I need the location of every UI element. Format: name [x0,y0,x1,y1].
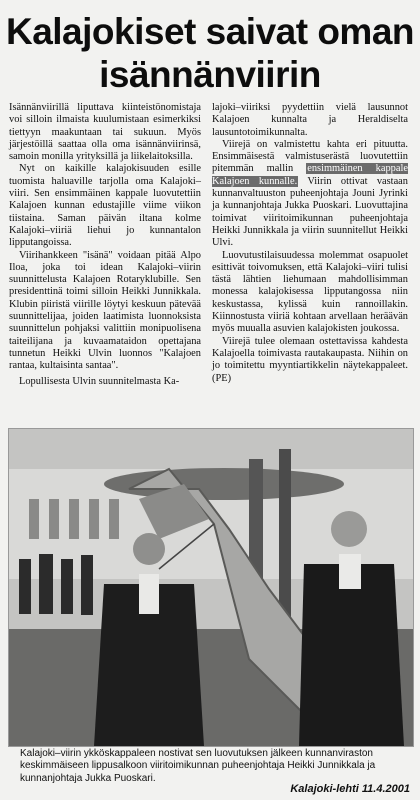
photo-illustration [9,429,413,746]
left-paragraph-1: Isännänviirillä liputtava kiinteistönomistaja voi silloin ilmaista kuulumistaan esimerkiksi tiettyyn maakuntaan tai sukuun. Myös järjestöillä saattaa olla oma isännänviirinsä, samoin monilla yrityksillä ja liikelaitoksilla. [9,102,201,163]
right-paragraph-1: lajoki–viiriksi pyydettiin vielä lausunnot Kalajoen kunnalta ja Heraldiselta lausuntotoimikunnalta. [212,102,408,138]
headline-line-1: Kalajokiset saivat oman [5,11,415,52]
article-photo [8,428,414,747]
headline-line-2: isännänviirin [99,54,321,95]
publication-source: Kalajoki-lehti 11.4.2001 [290,783,410,795]
left-paragraph-4: Lopullisesta Ulvin suunnitelmasta Ka- [19,375,180,387]
right-paragraph-2 [212,139,408,250]
left-paragraph-3: Viirihankkeen "isänä" voidaan pitää Alpo Iloa, joka toi idean Kalajoki–viirin suunnittelusta Kalajoen Rotaryklubille. Sen presidenttinä toimi silloin Heikki Junnikkala. Klubin piiristä viirille löytyi keskuun pätevää suunnittelijaa, joiden laatimista luonnoksista suunnittelun pohjaksi valittiin monipuolisena taiteilijana ja kuvaamataidon opettajana tunnetun Heikki Ulvin luonnos "Kalajoen rantaa, kultaisinta santaa". [9,249,201,372]
left-paragraph-2: Nyt on kaikille kalajokisuuden esille tuomista haluaville tarjolla oma Kalajoki–viiri. Sen ensimmäinen kappale luovutettiin Kalajoen kunnan edustajille viime viikon tiistaina. Saman päivän iltana kolme Kalajoki–viiriä liehui jo kunnantalon lipputangoissa. [9,163,201,249]
article-column-right [212,102,408,385]
right-paragraph-3: Luovutustilaisuudessa molemmat osapuolet esittivät toivomuksen, että Kalajoki–viiri tulisi tästä lähtien liehumaan mahdollisimman monessa kalajokisessa lipputangossa niin keskustassa, kylissä kuin rannoillakin. Kiinnostusta viiriä kohtaan arvellaan heräävän myös muualla asuvien kalajokisten joukossa. [212,249,408,335]
article-column-left [9,102,201,388]
right-paragraph-2-start: Viirejä on valmistettu kahta eri pituutta. Ensimmäisestä valmistuserästä luovutettiin pitemmän mallin [212,138,408,175]
right-paragraph-4: Viirejä tulee olemaan ostettavissa kahdesta Kalajoella toimivasta rautakaupasta. Niihin on jo toimitettu myyntiartikkelin näytekappaleet. (PE) [212,335,408,384]
highlighted-text: ensimmäinen kappale Kalajoen kunnalle. [212,163,408,187]
right-paragraph-2-end: Viirin ottivat vastaan kunnanvaltuuston puheenjohtaja Jouni Jyrinki ja kunnanjohtaja Jukka Puoskari. Luovuttajina toimivat viiritoimikunnan puheenjohtaja Heikki Junnikkala ja viirin suunnitellut Heikki Ulvi. [212,175,408,249]
article-headline [0,10,420,96]
photo-caption: Kalajoki–viirin ykköskappaleen nostivat sen luovutuksen jälkeen kunnanviraston keskimmäiseen lippusalkoon viiritoimikunnan puheenjohtaja Heikki Junnikkala ja kunnanjohtaja Jukka Puoskari. [20,748,376,784]
